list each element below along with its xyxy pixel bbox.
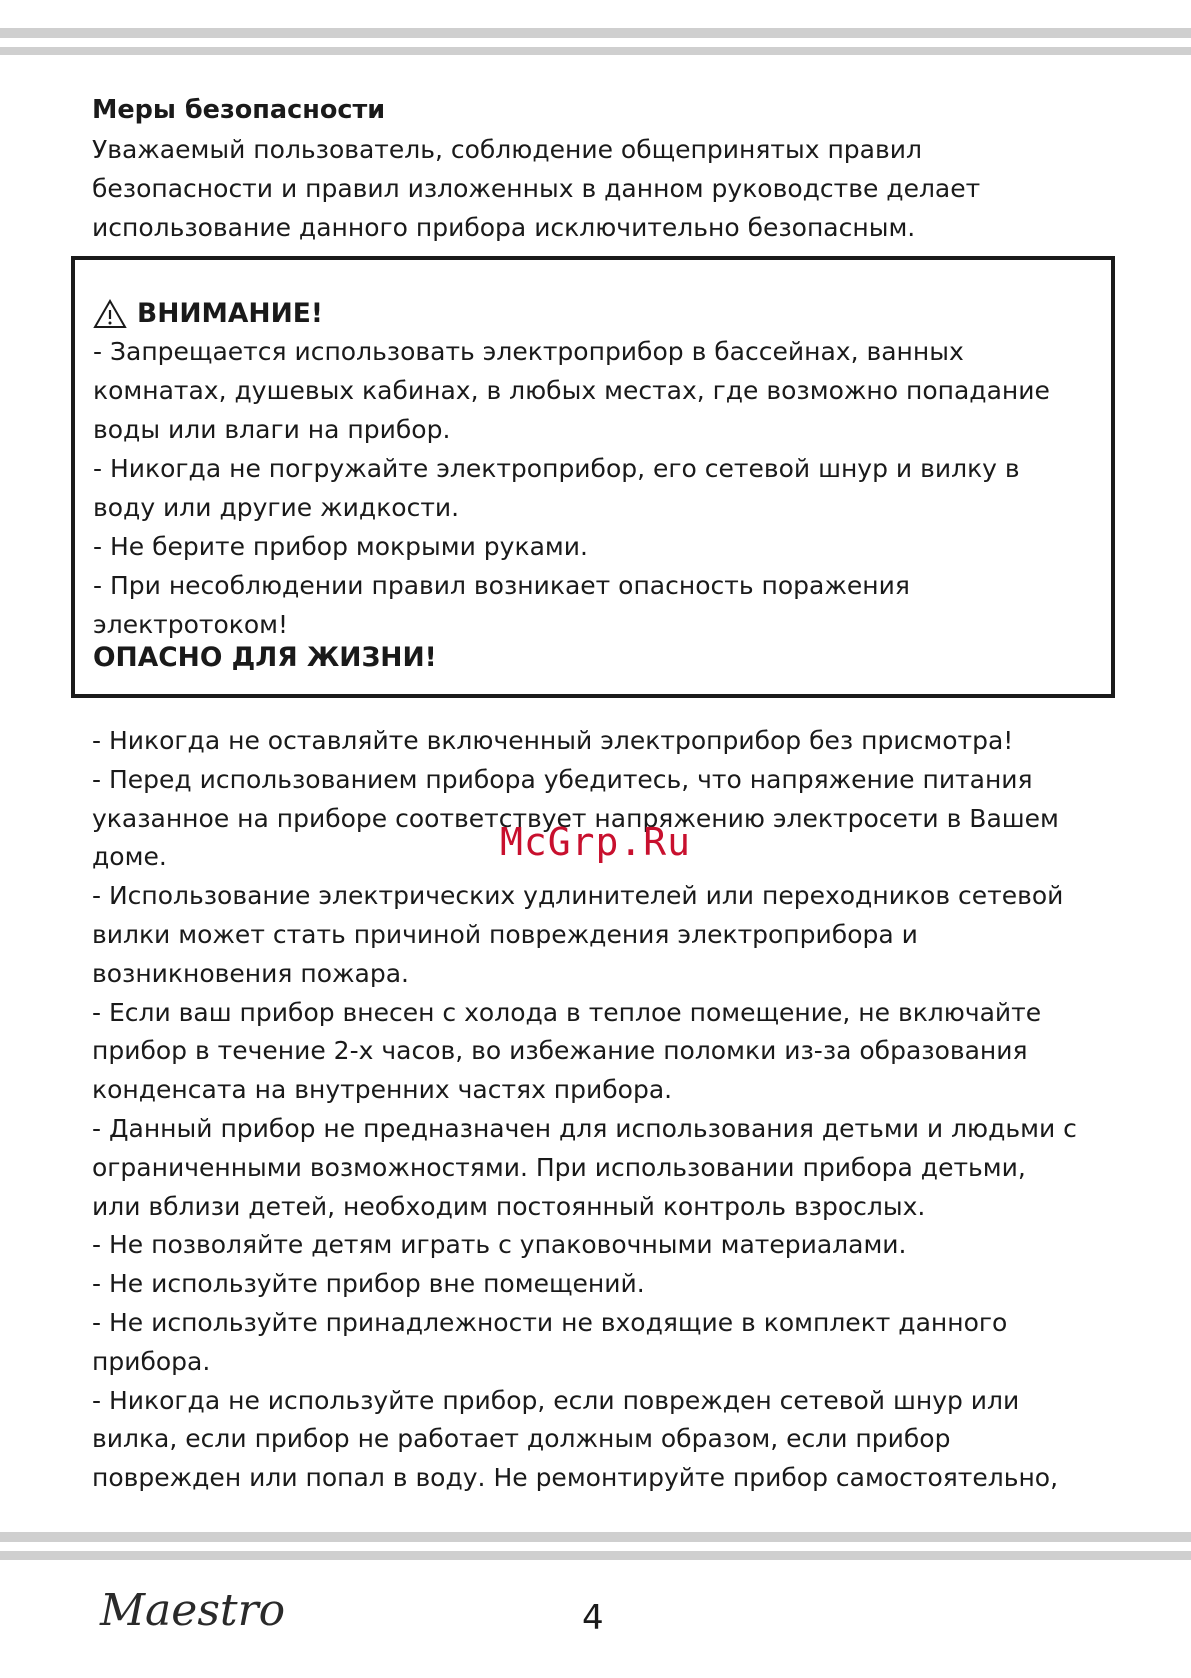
warning-line: - Никогда не погружайте электроприбор, его сетевой шнур и вилку в bbox=[93, 454, 1020, 483]
list-item: - Никогда не используйте прибор, если поврежден сетевой шнур или bbox=[92, 1385, 1020, 1415]
warning-title-text: ВНИМАНИЕ! bbox=[137, 298, 323, 329]
intro-line: безопасности и правил изложенных в данном руководстве делает bbox=[92, 174, 981, 203]
warning-line: электротоком! bbox=[93, 610, 289, 639]
warning-title bbox=[93, 294, 323, 334]
list-item: или вблизи детей, необходим постоянный контроль взрослых. bbox=[92, 1191, 926, 1221]
list-item: - Перед использованием прибора убедитесь, что напряжение питания bbox=[92, 764, 1033, 794]
list-item: вилка, если прибор не работает должным образом, если прибор bbox=[92, 1424, 951, 1454]
warning-line: - Запрещается использовать электроприбор в бассейнах, ванных bbox=[93, 337, 964, 366]
intro-line: Уважаемый пользователь, соблюдение общепринятых правил bbox=[92, 135, 922, 164]
list-item: - Не используйте прибор вне помещений. bbox=[92, 1269, 645, 1299]
header-rule-top bbox=[0, 28, 1191, 38]
list-item: возникновения пожара. bbox=[92, 958, 409, 988]
list-item: вилки может стать причиной повреждения электроприбора и bbox=[92, 919, 918, 949]
warning-line: - Не берите прибор мокрыми руками. bbox=[93, 532, 588, 561]
warning-line: воды или влаги на прибор. bbox=[93, 415, 451, 444]
list-item: - Использование электрических удлинителей или переходников сетевой bbox=[92, 881, 1064, 911]
list-item: прибор в течение 2-х часов, во избежание поломки из-за образования bbox=[92, 1036, 1028, 1066]
warning-line: комнатах, душевых кабинах, в любых местах, где возможно попадание bbox=[93, 376, 1050, 405]
list-item: - Если ваш прибор внесен с холода в теплое помещение, не включайте bbox=[92, 997, 1042, 1027]
footer-rule-bottom bbox=[0, 1551, 1191, 1560]
warning-line: - При несоблюдении правил возникает опасность поражения bbox=[93, 571, 910, 600]
page-number: 4 bbox=[582, 1598, 604, 1638]
watermark: McGrp.Ru bbox=[500, 820, 692, 864]
list-item: указанное на приборе соответствует напряжению электросети в Вашем bbox=[92, 803, 1059, 833]
list-item: ограниченными возможностями. При использовании прибора детьми, bbox=[92, 1152, 1026, 1182]
list-item: - Не используйте принадлежности не входящие в комплект данного bbox=[92, 1307, 1008, 1337]
warning-text bbox=[93, 332, 1103, 644]
danger-label: ОПАСНО ДЛЯ ЖИЗНИ! bbox=[93, 642, 437, 673]
list-item: - Никогда не оставляйте включенный электроприбор без присмотра! bbox=[92, 726, 1014, 755]
header-rule-bottom bbox=[0, 47, 1191, 55]
list-item: - Не позволяйте детям играть с упаковочными материалами. bbox=[92, 1230, 907, 1260]
list-item: доме. bbox=[92, 842, 167, 872]
warning-line: воду или другие жидкости. bbox=[93, 493, 460, 522]
warning-triangle-icon bbox=[93, 299, 127, 329]
list-item: поврежден или попал в воду. Не ремонтируйте прибор самостоятельно, bbox=[92, 1463, 1059, 1493]
intro-line: использование данного прибора исключительно безопасным. bbox=[92, 213, 916, 242]
list-item: прибора. bbox=[92, 1346, 211, 1376]
list-item: конденсата на внутренних частях прибора. bbox=[92, 1075, 673, 1105]
section-heading: Меры безопасности bbox=[92, 95, 386, 125]
footer-rule-top bbox=[0, 1532, 1191, 1542]
list-item: - Данный прибор не предназначен для использования детьми и людьми с bbox=[92, 1113, 1077, 1143]
intro-paragraph bbox=[92, 130, 1102, 247]
brand-logo: Maestro bbox=[100, 1585, 286, 1636]
warning-box bbox=[71, 256, 1115, 698]
